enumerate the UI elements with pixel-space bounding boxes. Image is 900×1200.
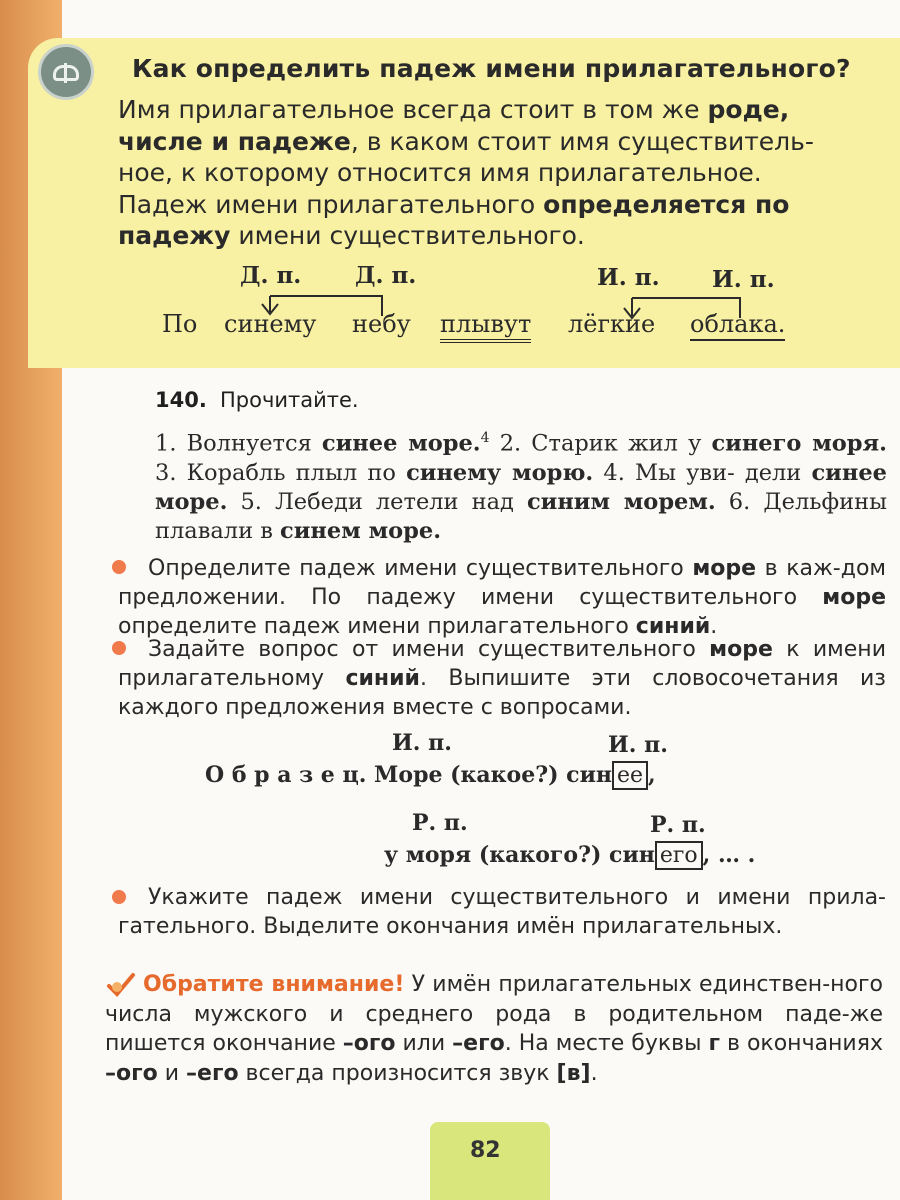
sample-ending-box: ее bbox=[612, 761, 648, 790]
sentence-bold: синего моря. bbox=[711, 430, 887, 457]
note-text: У имён прилагательных единствен-ного числа мужского и среднего рода в родительном паде-же пишется окончание bbox=[105, 972, 883, 1056]
footnote-mark: 4 bbox=[480, 430, 490, 446]
sentence-bold: синим морем. bbox=[526, 488, 716, 515]
sentence-part: 6. Дельфины плавали в bbox=[155, 488, 887, 544]
note-bold: –его bbox=[186, 1060, 239, 1086]
exercise-sentences bbox=[155, 424, 887, 546]
note-text: всегда произносится звук bbox=[238, 1060, 557, 1086]
note-bold: –ого bbox=[105, 1060, 158, 1086]
task-2 bbox=[118, 635, 886, 722]
sentence-part: 4. Мы уви- дели bbox=[593, 459, 812, 486]
sample-label-1: И. п. bbox=[392, 730, 452, 756]
task-text: определите падеж имени прилагательного bbox=[118, 614, 636, 639]
case-label-3: И. п. bbox=[597, 264, 660, 291]
exercise-number: 140. bbox=[155, 388, 207, 412]
task-text: к имени прилагательному bbox=[118, 637, 886, 691]
sentence-bold: синему морю. bbox=[406, 459, 594, 486]
example-word-5: лёгкие bbox=[568, 310, 656, 338]
rule-title: Как определить падеж имени прилагательного? bbox=[132, 54, 851, 83]
task-bold: синий bbox=[635, 614, 711, 639]
note-text: и bbox=[157, 1060, 187, 1086]
task-bold: море bbox=[709, 637, 773, 662]
sentence-bold: синее море. bbox=[155, 459, 887, 515]
task-bold: синий bbox=[345, 666, 420, 691]
sample-label-4: Р. п. bbox=[650, 812, 706, 838]
rule-line5-a: падежу bbox=[118, 221, 231, 250]
task-text: . Выпишите эти словосочетания из каждого предложения вместе с вопросами. bbox=[118, 666, 886, 720]
sentence-part: 2. Старик жил у bbox=[489, 430, 712, 457]
sentence-part: 3. Корабль плыл по bbox=[155, 459, 407, 486]
sample-label-3: Р. п. bbox=[412, 810, 468, 836]
task-text: . bbox=[710, 614, 718, 639]
note-text: . bbox=[590, 1060, 598, 1086]
case-label-1: Д. п. bbox=[240, 262, 302, 289]
rule-line1-b: роде, bbox=[707, 95, 790, 124]
sample-ending-box: его bbox=[655, 841, 703, 870]
rule-line2-a: числе и падеже bbox=[118, 126, 351, 156]
sentence-part: 5. Лебеди летели над bbox=[227, 488, 527, 515]
rule-line1-a: Имя прилагательное всегда стоит в том же bbox=[118, 95, 708, 124]
example-word-3: небу bbox=[352, 310, 411, 338]
rule-line2-b: , в каком стоит имя существитель- bbox=[350, 126, 814, 156]
note-text: . На месте буквы bbox=[504, 1031, 709, 1056]
note-heading: Обратите внимание! bbox=[143, 972, 405, 997]
sample-text: у моря (какого?) син bbox=[384, 842, 655, 868]
rule-line5-b: имени существительного. bbox=[230, 221, 585, 250]
task-text: Задайте вопрос от имени существительного bbox=[148, 637, 710, 662]
example-word-4: плывут bbox=[440, 310, 531, 343]
sample-text: О б р а з е ц. Море (какое?) син bbox=[205, 762, 612, 788]
exercise-instruction: Прочитайте. bbox=[220, 388, 359, 412]
task-text: в каж-дом предложении. По падежу имени существительного bbox=[118, 556, 886, 610]
sentence-bold: синем море. bbox=[280, 517, 442, 544]
case-label-2: Д. п. bbox=[355, 262, 417, 289]
task-1 bbox=[118, 554, 886, 641]
sample-line-1 bbox=[205, 762, 656, 788]
note-bold: –его bbox=[452, 1031, 505, 1056]
example-word-1: По bbox=[162, 310, 198, 338]
task-bold: море bbox=[822, 585, 886, 610]
page-number: 82 bbox=[470, 1138, 501, 1163]
note-bold: [в] bbox=[556, 1060, 591, 1086]
rule-line4-a: Падеж имени прилагательного bbox=[118, 189, 544, 219]
task-3: Укажите падеж имени существительного и имени прила-гательного. Выделите окончания имён прилагательных. bbox=[118, 885, 886, 939]
rule-line3: ное, к которому относится имя прилагательное. bbox=[118, 158, 762, 187]
note-text: в окончаниях bbox=[720, 1031, 883, 1056]
case-label-4: И. п. bbox=[712, 266, 775, 293]
example-word-6: облака. bbox=[690, 310, 785, 341]
note-bold: г bbox=[708, 1031, 721, 1056]
task-bold: море bbox=[692, 556, 757, 581]
example-word-2: синему bbox=[224, 310, 317, 338]
note-text: или bbox=[395, 1031, 453, 1056]
sample-text: , … . bbox=[702, 842, 756, 868]
note-bold: –ого bbox=[342, 1031, 396, 1056]
note-block bbox=[105, 970, 883, 1088]
sentence-part: 1. Волнуется bbox=[155, 430, 322, 457]
rule-line4-b: определяется по bbox=[543, 189, 790, 219]
sample-label-2: И. п. bbox=[608, 732, 668, 758]
sample-line-2 bbox=[384, 842, 755, 868]
task-text: Определите падеж имени существительного bbox=[148, 556, 693, 581]
sample-text: , bbox=[648, 762, 656, 788]
sentence-bold: синее море. bbox=[321, 430, 481, 457]
